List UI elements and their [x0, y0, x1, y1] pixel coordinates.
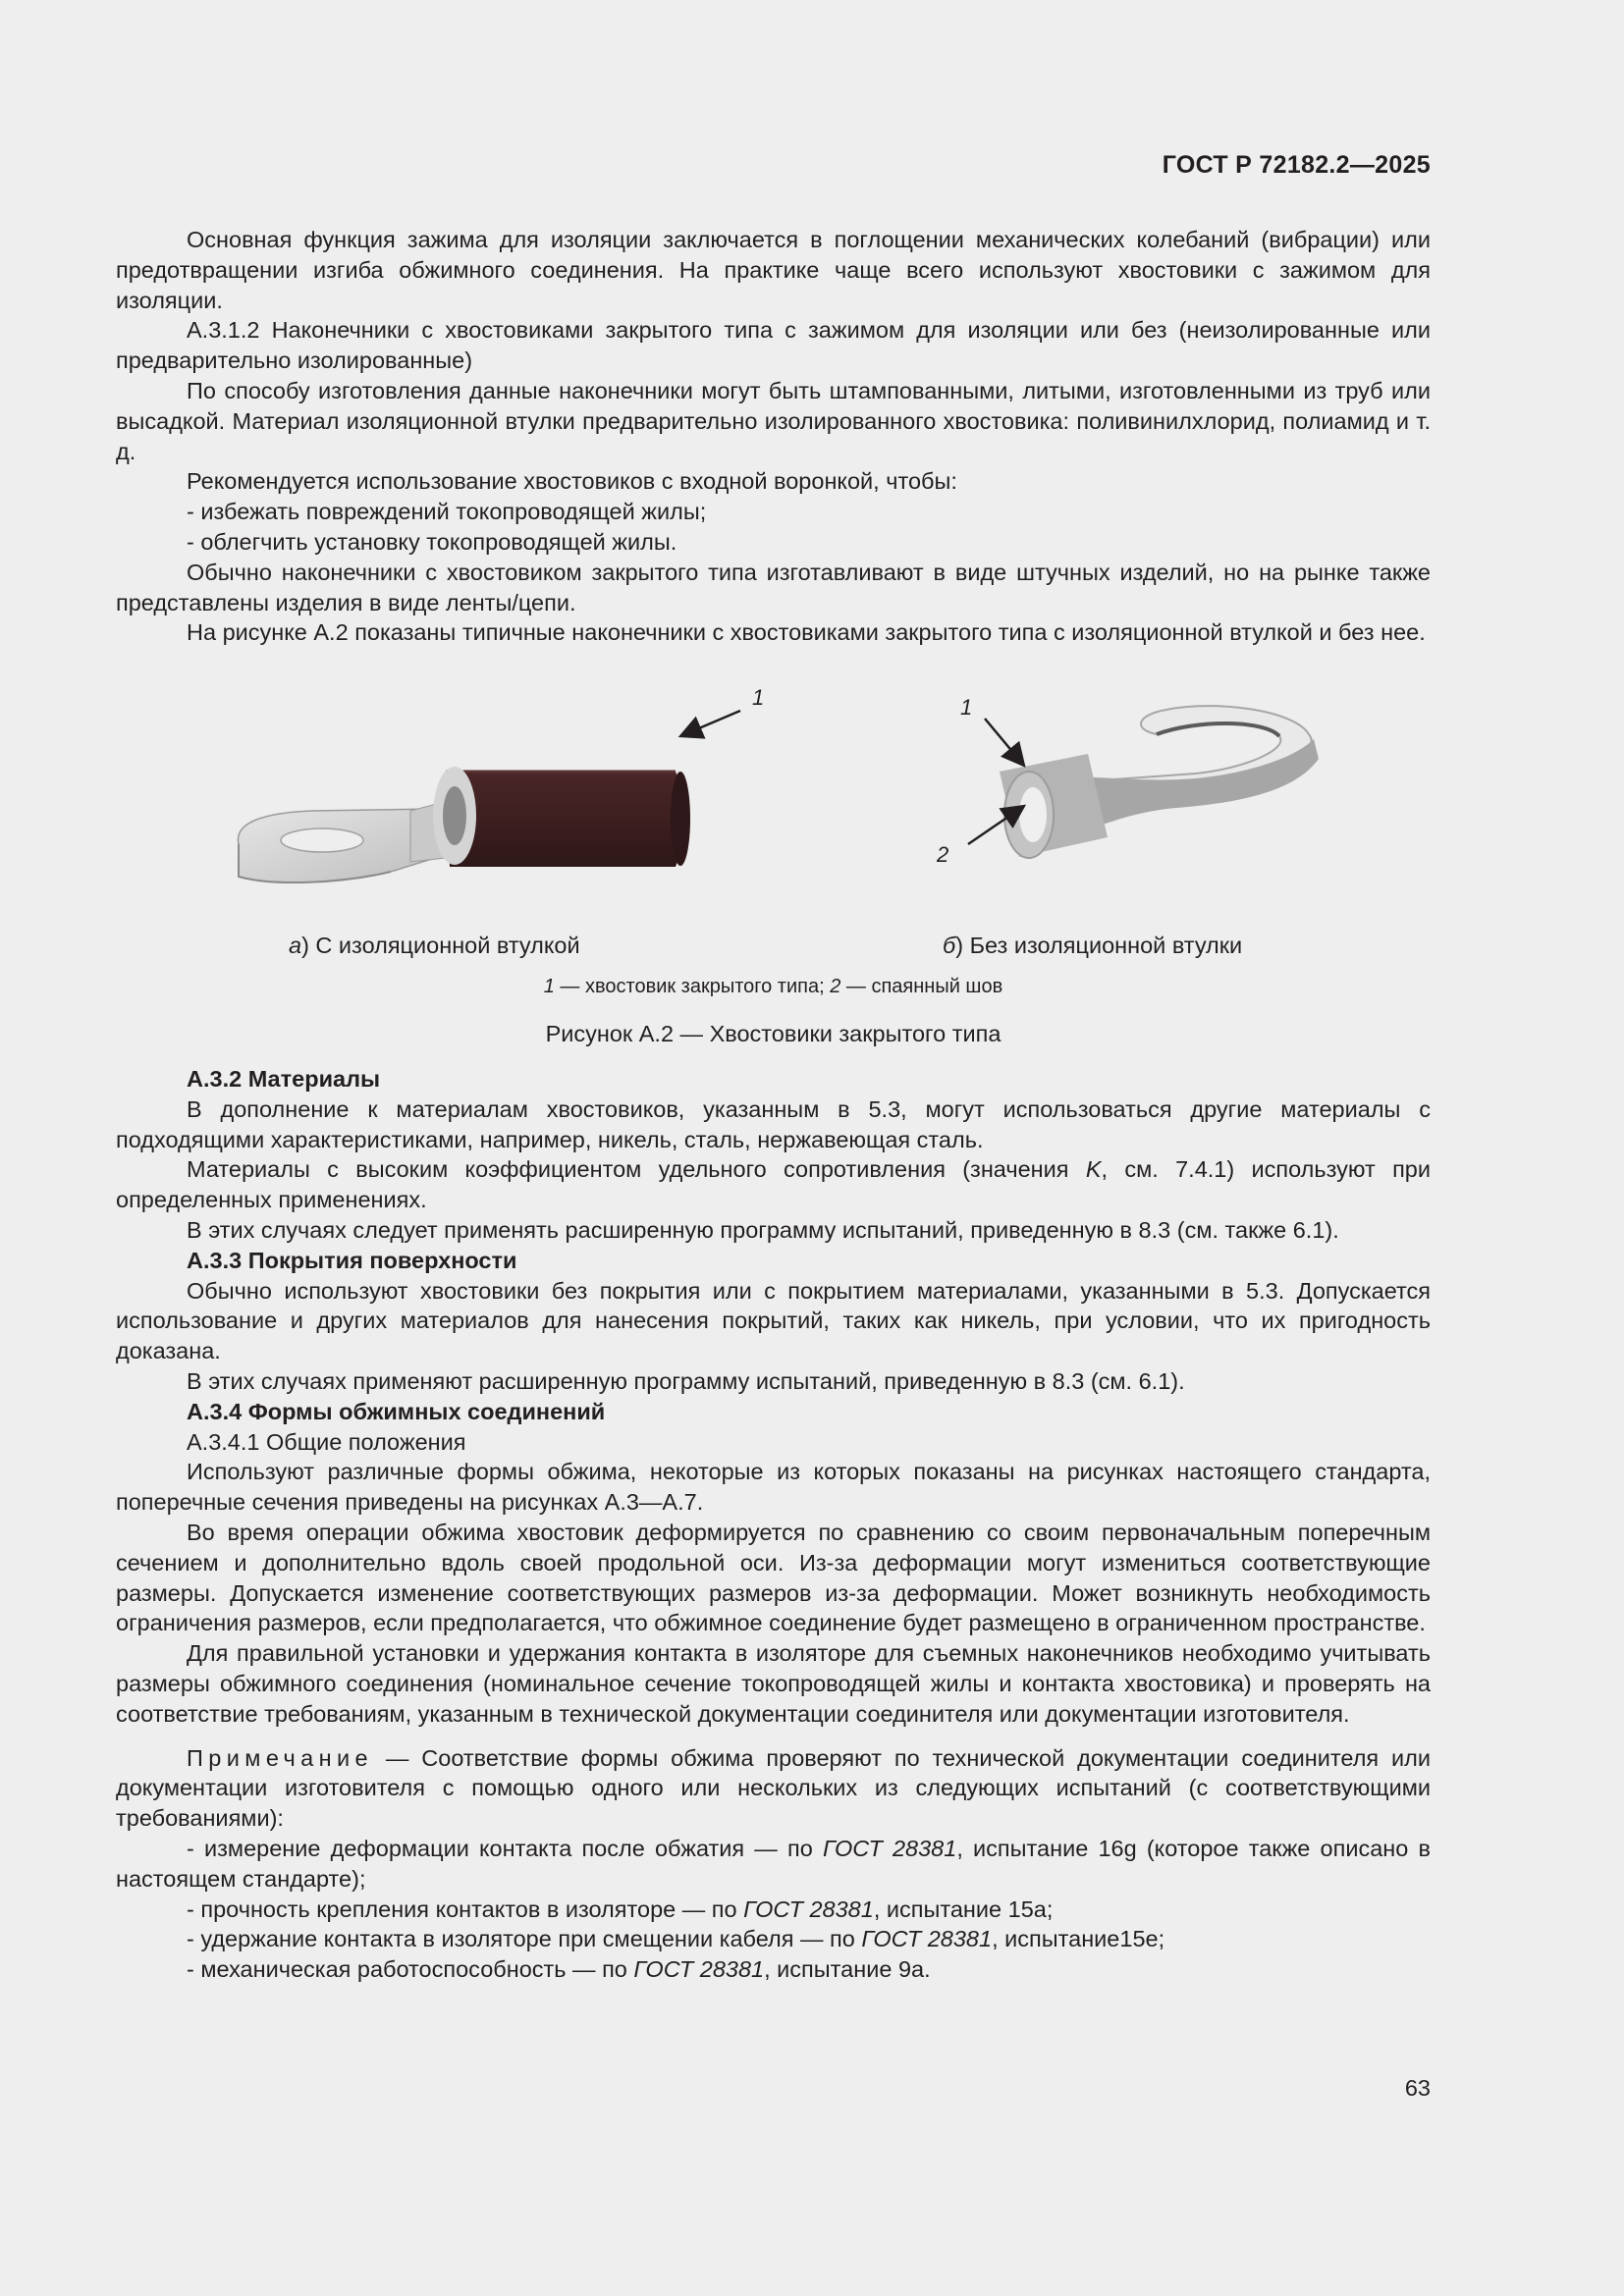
page-number: 63 [1404, 2075, 1431, 2101]
paragraph: В этих случаях применяют расширенную программу испытаний, приведенную в 8.3 (см. 6.1). [187, 1367, 1185, 1394]
subsection-heading-a3-4-1: А.3.4.1 Общие положения [187, 1428, 466, 1455]
callout-number: 1 [752, 685, 765, 710]
subcaption-letter: а [289, 933, 302, 958]
legend-text: — хвостовик закрытого типа; [554, 976, 831, 997]
intro-text-block [116, 225, 1431, 648]
document-code-header: ГОСТ Р 72182.2—2025 [1162, 151, 1431, 179]
standard-reference: ГОСТ 28381 [743, 1896, 874, 1922]
subcaption-text: ) Без изоляционной втулки [955, 933, 1243, 958]
body-text-block [116, 1064, 1431, 1985]
legend-text: — спаянный шов [840, 976, 1003, 997]
paragraph: Основная функция зажима для изоляции заключается в поглощении механических колебаний (вибрации) или предотвращении изгиба обжимного соединения. На практике чаще всего используют хвостовики с зажимом для изоляции. [116, 227, 1431, 313]
section-heading-a3-2: А.3.2 Материалы [187, 1066, 381, 1092]
subcaption-letter: б [943, 933, 956, 958]
callout-leader-1b [985, 719, 1024, 766]
paragraph: Для правильной установки и удержания контакта в изоляторе для съемных наконечников необходимо учитывать размеры обжимного соединения (номинальное сечение токопроводящей жилы и контакта хвостовика) и проверять на соответствие требованиям, указанным в технической документации соединителя или документации изготовителя. [116, 1640, 1431, 1727]
paragraph: В этих случаях следует применять расширенную программу испытаний, приведенную в 8.3 (см. также 6.1). [187, 1216, 1339, 1243]
figure-title: Рисунок А.2 — Хвостовики закрытого типа [545, 1021, 1001, 1046]
callout-number: 1 [960, 695, 973, 720]
section-heading-a3-3: А.3.3 Покрытия поверхности [187, 1247, 517, 1273]
paragraph: Во время операции обжима хвостовик деформируется по сравнению со своим первоначальным поперечным сечением и дополнительно вдоль своей продольной оси. Из-за деформации могут измениться соответствующие размеры. Допускается изменение соответствующих размеров из-за деформации. Может возникнуть необходимость ограничения размеров, если предполагается, что обжимное соединение будет размещено в ограниченном пространстве. [116, 1519, 1431, 1636]
figure-illustration [116, 675, 1431, 931]
note-list-item: - прочность крепления контактов в изоляторе — по ГОСТ 28381, испытание 15a; [187, 1896, 1054, 1922]
paragraph: В дополнение к материалам хвостовиков, указанным в 5.3, могут использоваться другие материалы с подходящими характеристиками, например, никель, сталь, нержавеющая сталь. [116, 1095, 1431, 1152]
legend-number: 1 [543, 976, 555, 997]
note-list-item: - механическая работоспособность — по ГОСТ 28381, испытание 9a. [187, 1956, 931, 1983]
ring-terminal-insulated [238, 767, 690, 882]
subcaption-a [289, 933, 580, 959]
note-list-item: - удержание контакта в изоляторе при смещении кабеля — по ГОСТ 28381, испытание15e; [187, 1926, 1165, 1952]
standard-reference: ГОСТ 28381 [633, 1956, 765, 1983]
subcaption-b [943, 933, 1242, 959]
paragraph: Обычно используют хвостовики без покрытия или с покрытием материалами, указанными в 5.3. Допускается использование и других материалов для нанесения покрытий, таких как никель, при условии, что их пригодность доказана. [116, 1277, 1431, 1364]
paragraph: Используют различные формы обжима, некоторые из которых показаны на рисунках настоящего стандарта, поперечные сечения приведены на рисунках А.3—А.7. [116, 1459, 1431, 1516]
note [116, 1743, 1431, 1834]
standard-reference: ГОСТ 28381 [822, 1835, 957, 1861]
note-list-item: - измерение деформации контакта после обжатия — по ГОСТ 28381, испытание 16g (которое также описано в настоящем стандарте); [116, 1835, 1431, 1892]
legend-number: 2 [830, 976, 841, 997]
paragraph: Материалы с высоким коэффициентом удельного сопротивления (значения K, см. 7.4.1) используют при определенных применениях. [116, 1156, 1431, 1213]
clause-heading-a3-1-2: А.3.1.2 Наконечники с хвостовиками закрытого типа с зажимом для изоляции или без (неизолированные или предварительно изолированные) [116, 317, 1431, 374]
note-text: — Соответствие формы обжима проверяют по технической документации соединителя или документации изготовителя с помощью одного или нескольких из следующих испытаний (с соответствующими требованиями): [116, 1744, 1431, 1832]
list-item: - избежать повреждений токопроводящей жилы; [187, 499, 707, 525]
figure-a2 [116, 675, 1431, 1048]
paragraph: Рекомендуется использование хвостовиков с входной воронкой, чтобы: [187, 468, 957, 495]
list-item: - облегчить установку токопроводящей жилы. [187, 528, 677, 555]
standard-reference: ГОСТ 28381 [861, 1926, 993, 1952]
figure-legend [116, 976, 1431, 998]
callout-number: 2 [937, 842, 949, 867]
subcaption-text: ) С изоляционной втулкой [301, 933, 580, 958]
paragraph: Обычно наконечники с хвостовиком закрытого типа изготавливают в виде штучных изделий, но на рынке также представлены изделия в виде ленты/цепи. [116, 559, 1431, 615]
callout-leader-1a [680, 711, 740, 736]
section-heading-a3-4: А.3.4 Формы обжимных соединений [187, 1398, 606, 1424]
paragraph: На рисунке А.2 показаны типичные наконечники с хвостовиками закрытого типа с изоляционной втулкой и без нее. [187, 619, 1426, 646]
note-label: Примечание [187, 1744, 374, 1771]
symbol-k: K [1085, 1156, 1102, 1183]
paragraph: По способу изготовления данные наконечники могут быть штампованными, литыми, изготовленными из труб или высадкой. Материал изоляционной втулки предварительно изолированного хвостовика: поливинилхлорид, полиамид и т. д. [116, 377, 1431, 464]
ring-terminal-bare [1000, 706, 1319, 858]
